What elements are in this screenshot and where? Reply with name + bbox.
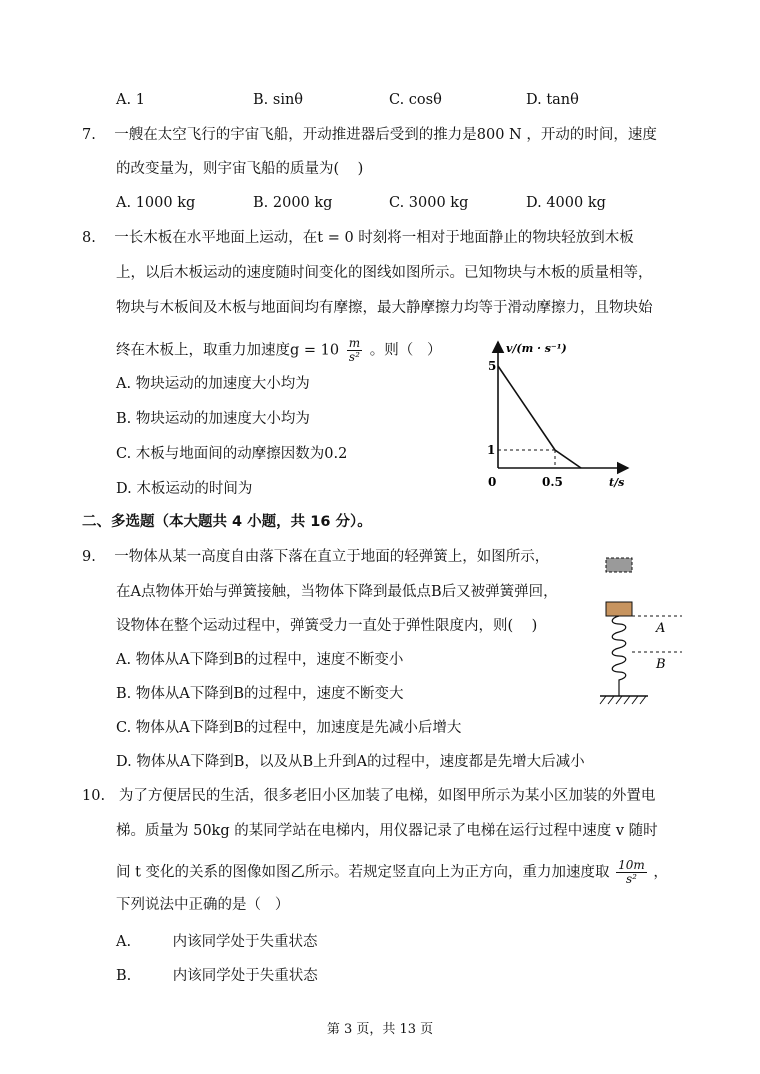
- q8-fraction-numerator: m: [348, 336, 361, 350]
- q8-text-line4: [116, 337, 442, 364]
- q7-option-b: B. 2000 kg: [253, 195, 333, 211]
- q8-gravity-fraction: [347, 337, 362, 364]
- q9-label-b: B: [656, 657, 666, 672]
- q8-vt-graph: [478, 336, 638, 494]
- q9-falling-block-start: [606, 558, 632, 572]
- page-number-footer: 第 3 页，共 13 页: [326, 1022, 434, 1037]
- q8-option-c: C. 木板与地面间的动摩擦因数为0.2: [116, 446, 348, 462]
- q9-ground-hatch: [600, 696, 646, 704]
- q8-text-line3: 物块与木板间及木板与地面间均有摩擦，最大静摩擦力均等于滑动摩擦力，且物块始: [116, 300, 653, 316]
- q10-option-a: A. 内该同学处于失重状态: [116, 934, 318, 950]
- q8-option-b: B. 物块运动的加速度大小均为: [116, 411, 310, 427]
- q8-graph-y-tick-1: 1: [487, 443, 496, 457]
- q8-graph-x-label: t/s: [609, 476, 625, 489]
- q10-text-line2: 梯。质量为 50kg 的某同学站在电梯内，用仪器记录了电梯在运行过程中速度 v 随时: [116, 823, 658, 839]
- q10-text-line4: 下列说法中正确的是（ ）: [116, 897, 290, 913]
- q10-gravity-fraction: [616, 859, 647, 886]
- q9-spring-figure: [596, 552, 686, 712]
- q7-text-line1: 7. 一艘在太空飞行的宇宙飞船，开动推进器后受到的推力是800 N ，开动的时间，速度: [82, 127, 657, 143]
- q8-text-line4-end: 。则（ ）: [369, 342, 442, 359]
- q8-graph-y-label: v/(m · s⁻¹): [506, 342, 567, 355]
- q8-text-line2: 上，以后木板运动的速度随时间变化的图线如图所示。已知物块与木板的质量相等，: [116, 265, 653, 281]
- q8-graph-velocity-line: [498, 366, 581, 468]
- q10-option-b: B. 内该同学处于失重状态: [116, 968, 318, 984]
- q6-option-d: D. tanθ: [526, 92, 579, 108]
- q6-option-b: B. sinθ: [253, 92, 304, 108]
- q8-option-a: A. 物块运动的加速度大小均为: [116, 376, 310, 392]
- q6-option-a: A. 1: [116, 92, 145, 108]
- q9-option-d: D. 物体从A下降到B，以及从B上升到A的过程中，速度都是先增大后减小: [116, 754, 585, 770]
- q9-block-at-a: [606, 602, 632, 616]
- q10-text-line3: [116, 859, 668, 886]
- q8-graph-origin: 0: [488, 475, 497, 489]
- q8-graph-y-tick-5: 5: [488, 359, 497, 373]
- section-heading-multiple-choice: 二、多选题（本大题共 4 小题，共 16 分）。: [82, 514, 372, 530]
- q6-option-c: C. cosθ: [389, 92, 442, 108]
- q10-text-line3-start: 间 t 变化的关系的图像如图乙所示。若规定竖直向上为正方向，重力加速度取: [116, 864, 610, 881]
- q9-text-line1: 9. 一物体从某一高度自由落下落在直立于地面的轻弹簧上，如图所示，: [82, 549, 550, 565]
- q7-option-a: A. 1000 kg: [116, 195, 196, 211]
- q7-option-c: C. 3000 kg: [389, 195, 469, 211]
- q10-fraction-denominator: s²: [626, 872, 637, 886]
- q8-graph-x-tick: 0.5: [542, 475, 563, 489]
- q9-option-b: B. 物体从A下降到B的过程中，速度不断变大: [116, 686, 404, 702]
- q8-option-d: D. 木板运动的时间为: [116, 481, 253, 497]
- q9-option-a: A. 物体从A下降到B的过程中，速度不断变小: [116, 652, 404, 668]
- q8-text-line1: 8. 一长木板在水平地面上运动，在t = 0 时刻将一相对于地面静止的物块轻放到木板: [82, 230, 634, 246]
- q10-text-line1: 10. 为了方便居民的生活，很多老旧小区加装了电梯，如图甲所示为某小区加装的外置电: [82, 788, 656, 804]
- q10-fraction-numerator: 10m: [618, 858, 645, 872]
- q8-text-line4-start: 终在木板上，取重力加速度g = 10: [116, 342, 340, 359]
- q10-text-line3-end: ，: [653, 864, 668, 881]
- q9-label-a: A: [656, 621, 666, 636]
- q8-fraction-denominator: s²: [348, 350, 360, 364]
- q9-option-c: C. 物体从A下降到B的过程中，加速度是先减小后增大: [116, 720, 462, 736]
- q7-text-line2: 的改变量为，则宇宙飞船的质量为( ): [116, 161, 364, 177]
- q9-text-line3: 设物体在整个运动过程中，弹簧受力一直处于弹性限度内，则( ): [116, 618, 538, 634]
- q9-spring-coil: [612, 616, 626, 696]
- q7-option-d: D. 4000 kg: [526, 195, 606, 211]
- q9-text-line2: 在A点物体开始与弹簧接触，当物体下降到最低点B后又被弹簧弹回，: [116, 584, 558, 600]
